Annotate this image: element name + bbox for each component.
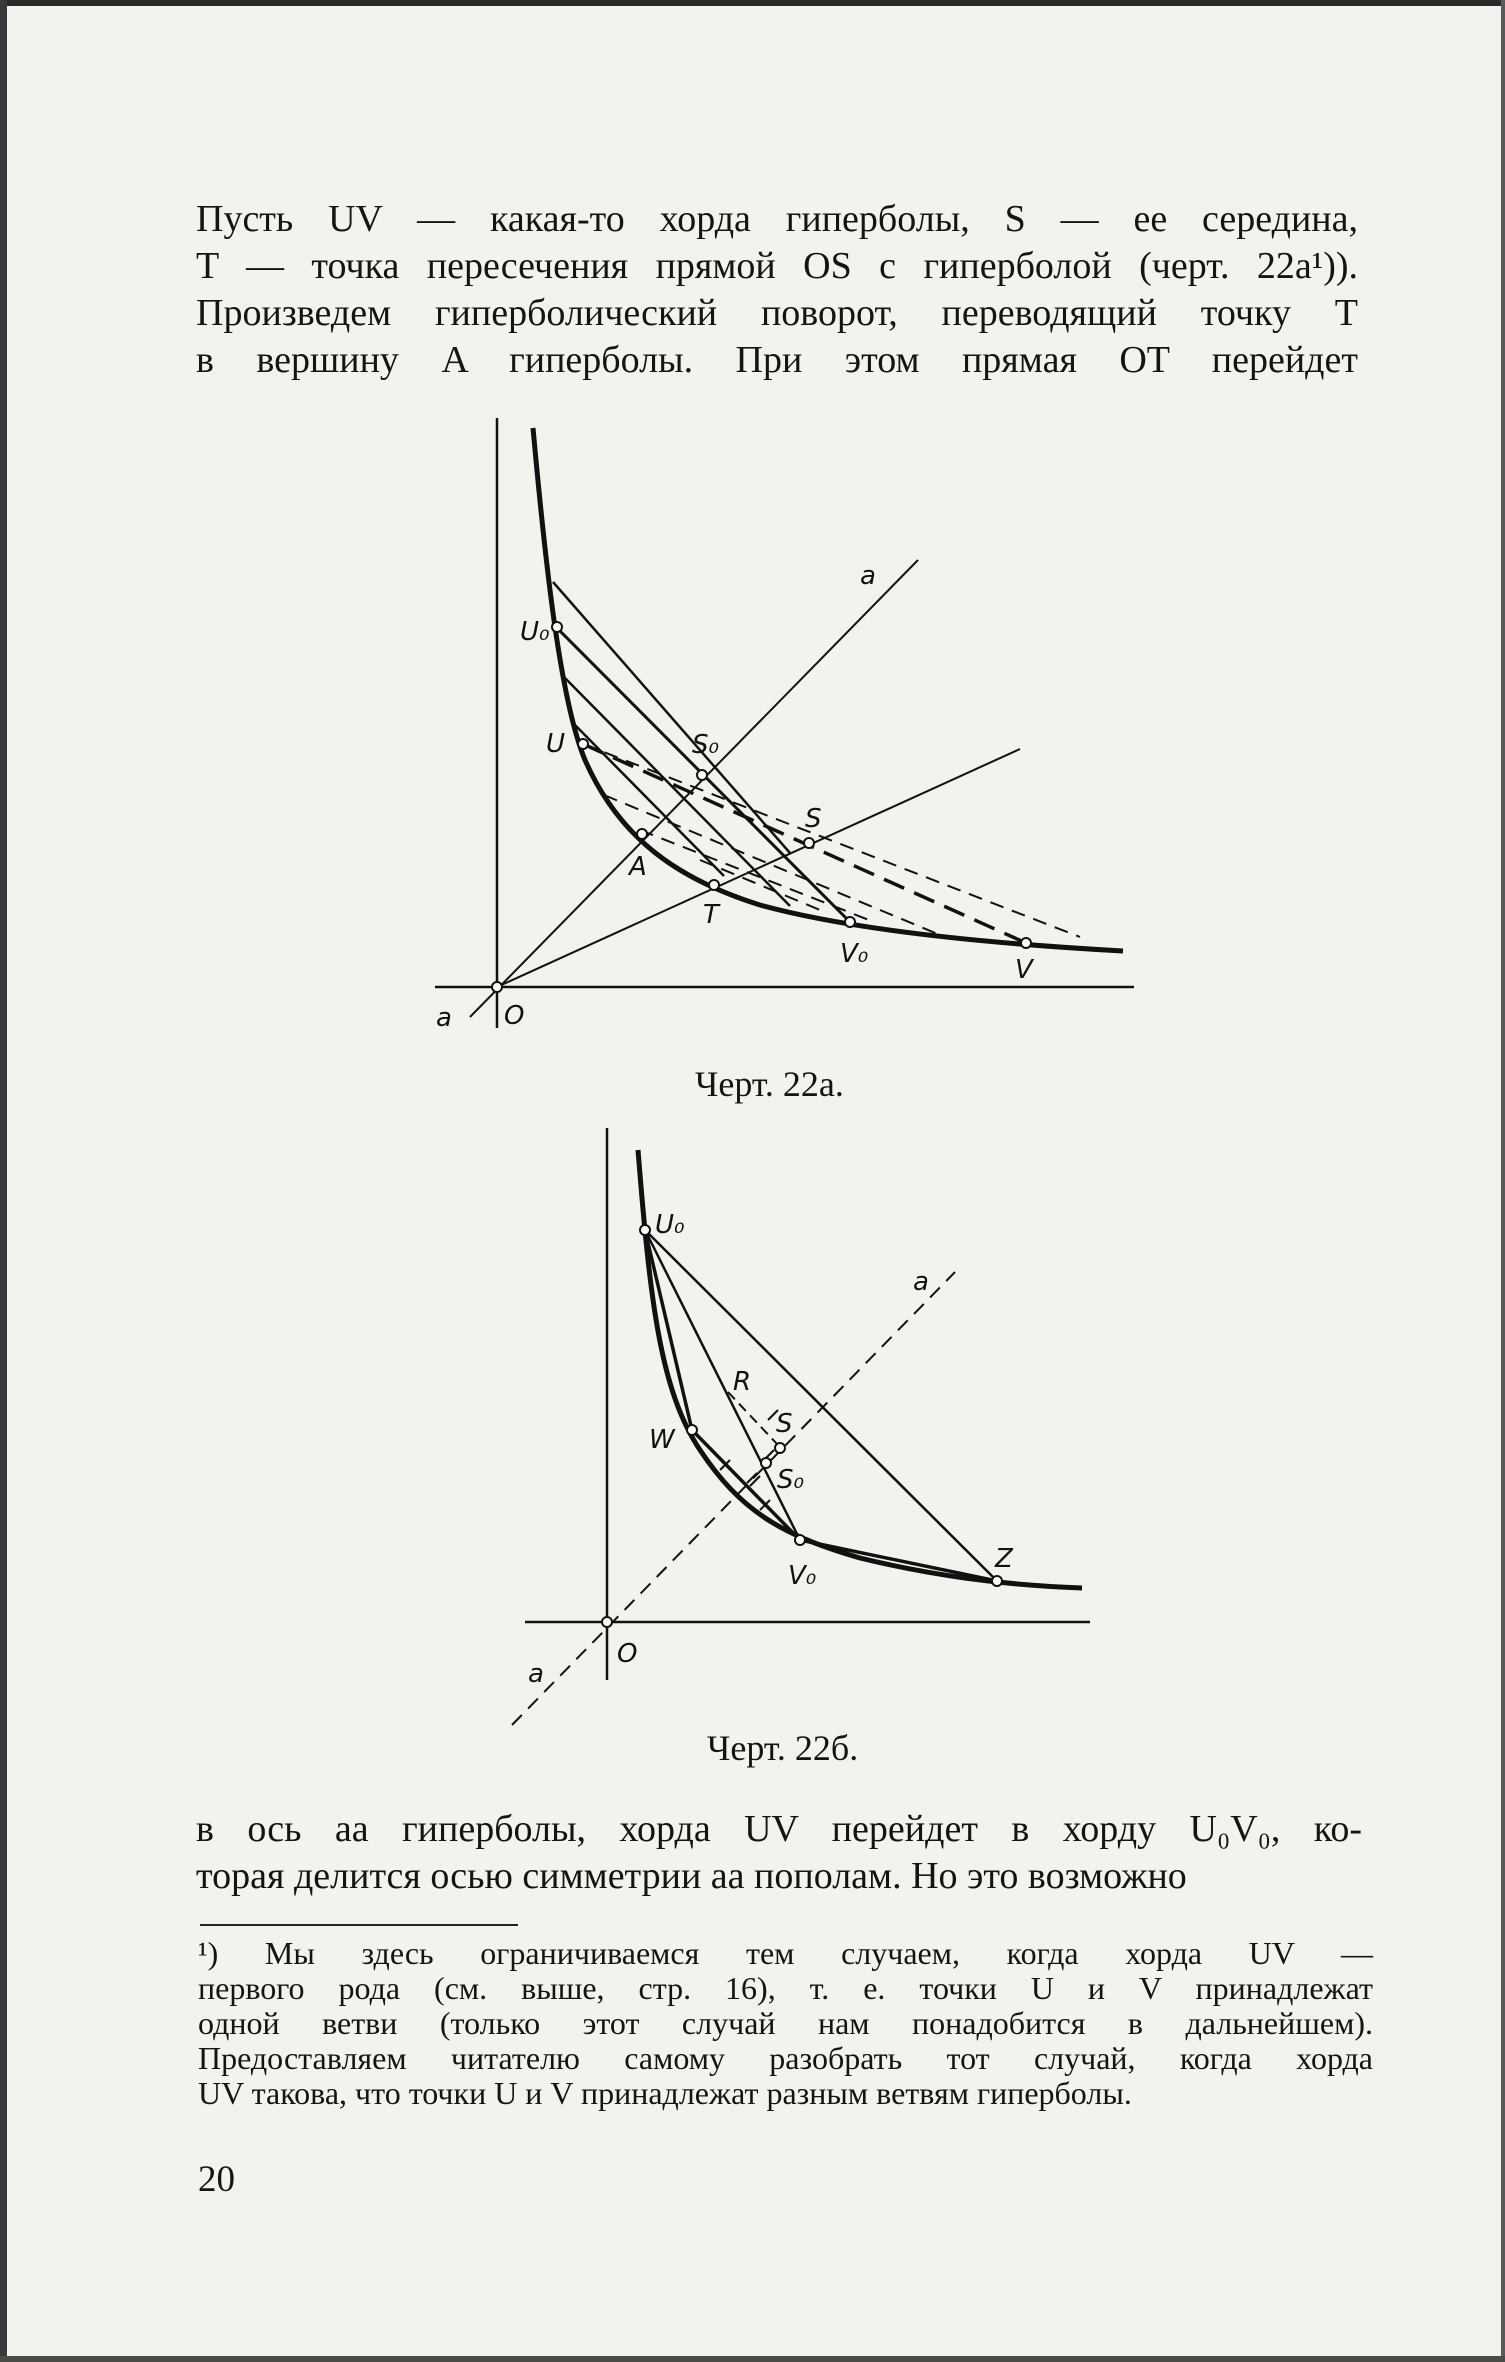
point-v0 [795,1535,805,1545]
page-edge-left [0,0,7,2362]
chord-dashed [583,744,1080,937]
text-line: Произведем гиперболический поворот, переводящий точку T [196,292,1358,334]
label-s0: S₀ [777,1465,804,1495]
point-a [637,829,647,839]
text-line: Пусть UV — какая-то хорда гиперболы, S — ее середина, [196,198,1358,240]
figure-22b-caption: Черт. 22б. [707,1728,859,1768]
label-z: Z [995,1544,1013,1574]
footnote-line: UV такова, что точки U и V принадлежат разным ветвям гиперболы. [198,2075,1132,2111]
paragraph-continuation [196,1806,1362,1900]
text-line: в ось aa гиперболы, хорда UV перейдет в хорду U₀V₀, ко- [196,1808,1362,1850]
label-a-bottom: a [528,1659,544,1689]
point-u0 [552,622,562,632]
figure-22a-diagram [425,415,1145,1040]
point-s [775,1443,785,1453]
footnote-line: Предоставляем читателю самому разобрать тот случай, когда хорда [198,2040,1373,2076]
footnote-line: ¹) Мы здесь ограничиваемся тем случаем, когда хорда UV — [198,1935,1373,1971]
label-o: O [617,1639,638,1669]
page-edge-bottom [0,2356,1505,2362]
hyperbola-curve [638,1150,1082,1588]
label-s: S [776,1409,793,1439]
label-u: U [546,729,566,759]
footnote-divider [200,1924,518,1926]
figure-22a-caption: Черт. 22а. [695,1064,844,1104]
label-o: O [504,1001,525,1031]
page-edge-top [0,0,1505,6]
label-t: T [703,900,719,930]
page-edge-right [1501,0,1505,2362]
label-s: S [805,804,822,834]
figure-22b-diagram [500,1120,1100,1730]
chord-v0-z [800,1540,997,1581]
chord-u0-z [645,1230,997,1581]
point-v0 [845,917,855,927]
point-s0 [697,770,707,780]
label-a-top: a [913,1267,929,1297]
point-z [992,1576,1002,1586]
point-w [687,1425,697,1435]
text-line: в вершину A гиперболы. При этом прямая OT перейдет [196,339,1358,381]
footnote-line: одной ветви (только этот случай нам понадобится в дальнейшем). [198,2005,1373,2041]
point-t [709,880,719,890]
point-o [602,1617,612,1627]
footnote [198,1936,1373,2111]
footnote-line: первого рода (см. выше, стр. 16), т. е. точки U и V принадлежат [198,1970,1373,2006]
label-r: R [733,1367,752,1397]
chord-dashed [604,795,940,935]
page-number: 20 [198,2159,235,2200]
point-s0 [761,1458,771,1468]
label-w: W [649,1425,675,1455]
chord-u0-w [645,1230,692,1430]
hyperbola-curve [533,428,1123,951]
label-u0: U₀ [655,1210,685,1240]
line-ot [497,749,1020,987]
point-v [1021,938,1031,948]
point-u [578,739,588,749]
axis-aa-line [512,1272,955,1725]
label-v0: V₀ [840,939,869,969]
paragraph-intro [196,196,1358,384]
label-a-top: a [860,561,876,591]
point-o [492,982,502,992]
label-v: V [1015,955,1033,985]
label-s0: S₀ [692,730,719,760]
label-a-bottom: a [436,1003,452,1033]
point-u0 [640,1225,650,1235]
text-line: торая делится осью симметрии aa пополам. Но это возможно [196,1855,1187,1897]
chord-dashed [640,830,874,922]
label-v0: V₀ [788,1561,817,1591]
text-line: T — точка пересечения прямой OS с гиперболой (черт. 22а¹)). [196,245,1358,287]
point-s [804,838,814,848]
label-u0: U₀ [520,617,550,647]
chord-solid [564,677,790,906]
label-a-vertex: A [629,852,647,882]
